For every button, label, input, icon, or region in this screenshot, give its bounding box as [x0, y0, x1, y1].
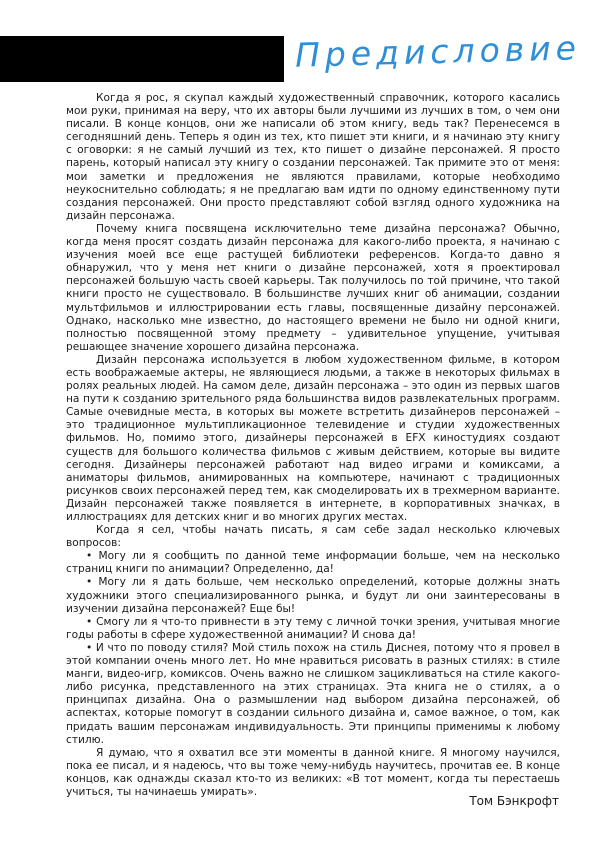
body-text: [66, 92, 560, 799]
paragraph-4: Когда я сел, чтобы начать писать, я сам себе задал несколько ключевых вопросов:: [66, 524, 560, 550]
page-title: Предисловие: [294, 28, 582, 75]
bullet-3: • Смогу ли я что-то привнести в эту тему с личной точки зрения, учитывая многие годы работы в сфере художественной анимации? И снова да!: [66, 615, 560, 641]
paragraph-2: Почему книга посвящена исключительно теме дизайна персонажа? Обычно, когда меня просят создать дизайн персонажа для какого-либо проекта, я начинаю с изучения моей все еще растущей библиотеки референсов. Когда-то давно я обнаружил, что у меня нет книги о дизайне персонажей, хотя я проектировал персонажей большую часть своей карьеры. Так получилось по той причине, что такой книги просто не существовало. В большинстве лучших книг об анимации, создании мультфильмов и иллюстрировании есть главы, посвященные дизайну персонажей. Однако, насколько мне известно, до настоящего времени не было ни одной книги, полностью посвященной этому предмету – удивительное упущение, учитывая решающее значение хорошего дизайна персонажа.: [66, 222, 560, 353]
paragraph-3: Дизайн персонажа используется в любом художественном фильме, в котором есть воображаемые актеры, не являющиеся людьми, а также в некоторых фильмах в ролях реальных людей. На самом деле, дизайн персонажа – это один из первых шагов на пути к созданию зрительного ряда большинства видов развлекательных программ. Самые очевидные места, в которых вы можете встретить дизайнеров персонажей – это традиционное мультипликационное телевидение и студии художественных фильмов. Но, помимо этого, дизайнеры персонажей в EFX киностудиях создают существ для большого количества фильмов с живым действием, которые вы видите сегодня. Дизайнеры персонажей работают над видео играми и комиксами, а аниматоры фильмов, анимированных на компьютере, начинают с традиционных рисунков своих персонажей перед тем, как смоделировать их в трехмерном варианте. Дизайн персонажей также появляется в интернете, в корпоративных значках, в иллюстрациях для детских книг и во многих других местах.: [66, 353, 560, 523]
paragraph-1: Когда я рос, я скупал каждый художественный справочник, которого касались мои руки, принимая на веру, что их авторы были лучшими из лучших в том, о чем они писали. В конце концов, они же написали об этом книгу, ведь так? Перенесемся в сегодняшний день. Теперь я один из тех, кто пишет эти книги, и я начинаю эту книгу с оговорки: я не самый лучший из тех, кто пишет о дизайне персонажей. Я просто парень, который написал эту книгу о создании персонажей. Так примите это от меня: мои заметки и предложения не являются правилами, которые необходимо неукоснительно соблюдать; я не предлагаю вам идти по одному единственному пути создания персонажей. Они просто представляют собой взгляд одного художника на дизайн персонажа.: [66, 92, 560, 222]
bullet-1: • Могу ли я сообщить по данной теме информации больше, чем на несколько страниц книги по анимации? Определенно, да!: [66, 550, 560, 576]
bullet-4: • И что по поводу стиля? Мой стиль похож на стиль Диснея, потому что я провел в этой компании очень много лет. Но мне нравиться рисовать в разных стилях: в стиле манги, видео-игр, комиксов. Очень важно не слишком зацикливаться на стиле какого-либо рисунка, представленного на этих страницах. Эта книга не о стилях, а о принципах дизайна. Она о размышлении над выбором дизайна персонажей, об аспектах, которые помогут в создании сильного дизайна и, самое важное, о том, как придать вашим персонажам индивидуальность. Эти принципы применимы к любому стилю.: [66, 641, 560, 746]
author-signature: Том Бэнкрофт: [469, 794, 559, 808]
bullet-2: • Могу ли я дать больше, чем несколько определений, которые должны знать художники этого специализированного рынка, и будут ли они заинтересованы в изучении дизайна персонажей? Еще бы!: [66, 576, 560, 615]
closing-paragraph: Я думаю, что я охватил все эти моменты в данной книге. Я многому научился, пока ее писал, и я надеюсь, что вы тоже чему-нибудь научитесь, прочитав ее. В конце концов, как однажды сказал кто-то из великих: «В тот момент, когда ты перестаешь учиться, ты начинаешь умирать».: [66, 746, 560, 798]
